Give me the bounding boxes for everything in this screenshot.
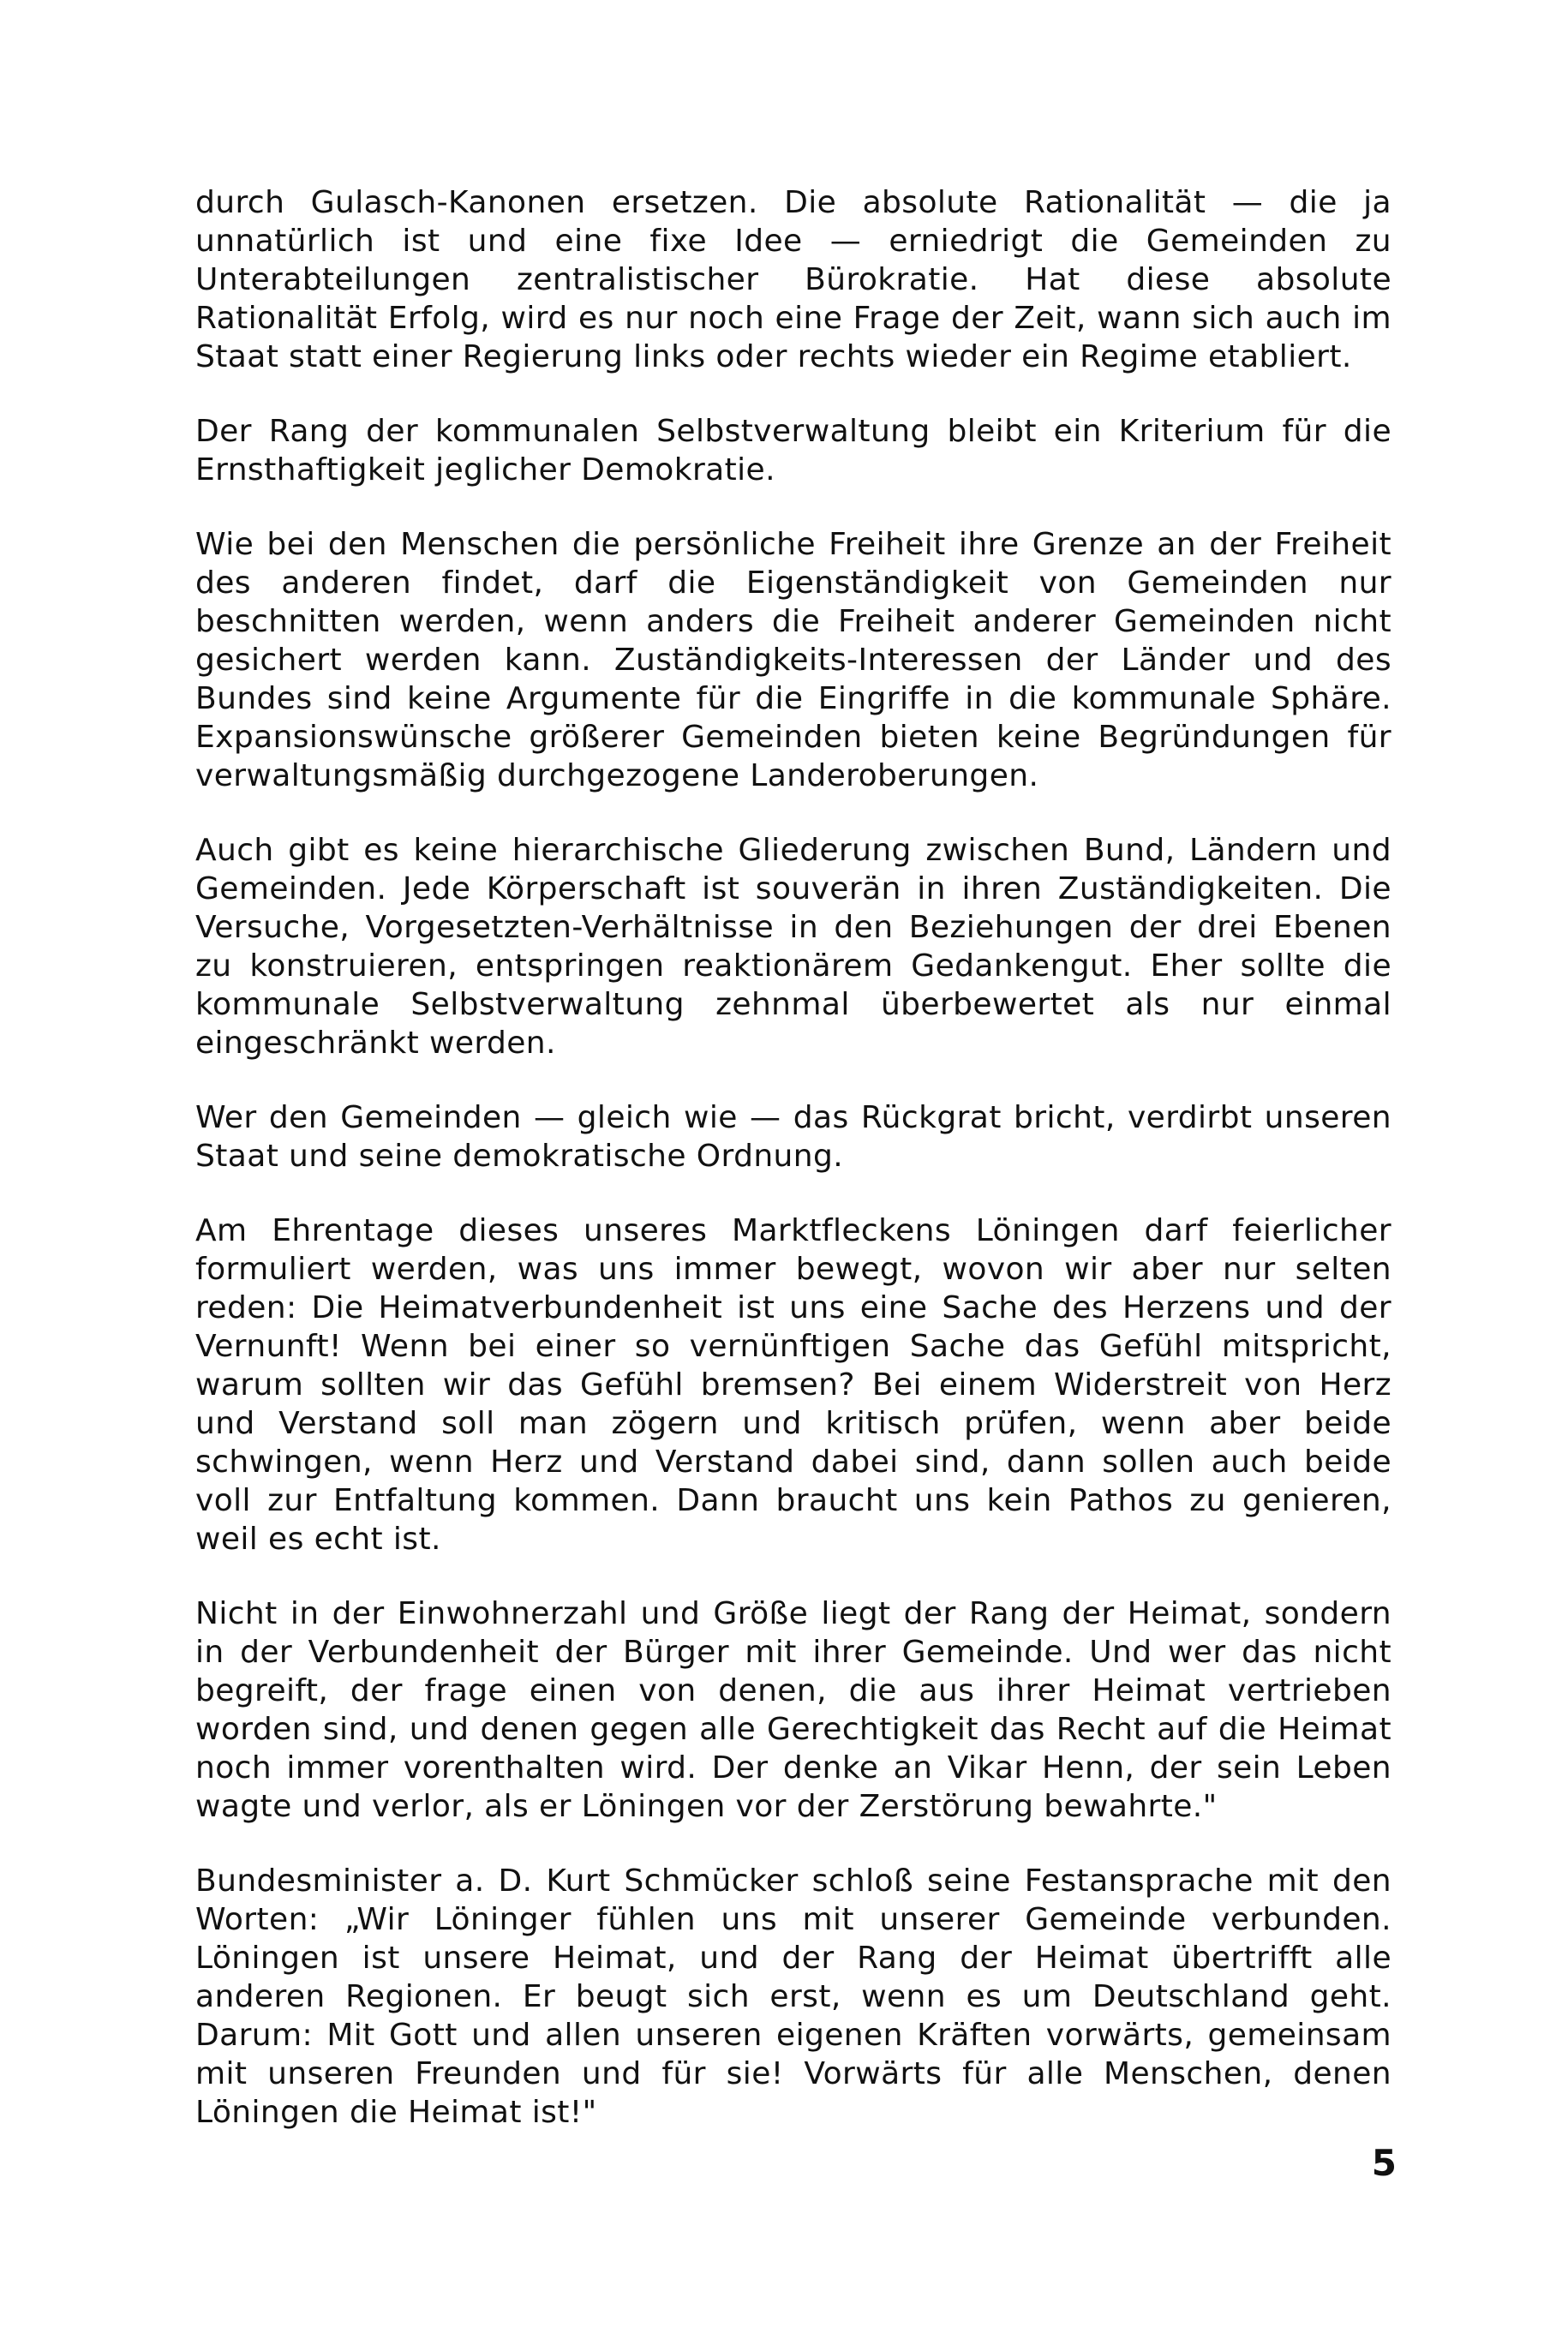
paragraph-1: durch Gulasch-Kanonen ersetzen. Die absolute Rationalität — die ja unnatürlich ist und eine fixe Idee — erniedrigt die Gemeinden zu Unterabteilungen zentralistischer Bürokratie. Hat diese absolute Rationalität Erfolg, wird es nur noch eine Frage der Zeit, wann sich auch im Staat statt einer Regierung links oder rechts wieder ein Regime etabliert. — [195, 185, 1391, 374]
paragraph-4: Auch gibt es keine hierarchische Gliederung zwischen Bund, Ländern und Gemeinden. Jede Körperschaft ist souverän in ihren Zuständigkeiten. Die Versuche, Vorgesetzten-Verhältnisse in den Beziehungen der drei Ebenen zu konstruieren, entspringen reaktionärem Gedankengut. Eher sollte die kommunale Selbstverwaltung zehnmal überbewertet als nur einmal eingeschränkt werden. — [195, 833, 1391, 1061]
paragraph-3: Wie bei den Menschen die persönliche Freiheit ihre Grenze an der Freiheit des anderen findet, darf die Eigenständigkeit von Gemeinden nur beschnitten werden, wenn anders die Freiheit anderer Gemeinden nicht gesichert werden kann. Zuständigkeits-Interessen der Länder und des Bundes sind keine Argumente für die Eingriffe in die kommunale Sphäre. Expansionswünsche größerer Gemeinden bieten keine Begründungen für verwaltungsmäßig durchgezogene Landeroberungen. — [195, 527, 1391, 793]
paragraph-5: Wer den Gemeinden — gleich wie — das Rückgrat bricht, verdirbt unseren Staat und seine demokratische Ordnung. — [195, 1100, 1391, 1174]
paragraph-2: Der Rang der kommunalen Selbstverwaltung bleibt ein Kriterium für die Ernsthaftigkeit jeglicher Demokratie. — [195, 414, 1391, 488]
page-number: 5 — [1371, 2142, 1397, 2184]
paragraph-6: Am Ehrentage dieses unseres Marktfleckens Löningen darf feierlicher formuliert werden, was uns immer bewegt, wovon wir aber nur selten reden: Die Heimatverbundenheit ist uns eine Sache des Herzens und der Vernunft! Wenn bei einer so vernünftigen Sache das Gefühl mitspricht, warum sollten wir das Gefühl bremsen? Bei einem Widerstreit von Herz und Verstand soll man zögern und kritisch prüfen, wenn aber beide schwingen, wenn Herz und Verstand dabei sind, dann sollen auch beide voll zur Entfaltung kommen. Dann braucht uns kein Pathos zu genieren, weil es echt ist. — [195, 1213, 1391, 1557]
paragraph-7: Nicht in der Einwohnerzahl und Größe liegt der Rang der Heimat, sondern in der Verbundenheit der Bürger mit ihrer Gemeinde. Und wer das nicht begreift, der frage einen von denen, die aus ihrer Heimat vertrieben worden sind, und denen gegen alle Gerechtigkeit das Recht auf die Heimat noch immer vorenthalten wird. Der denke an Vikar Henn, der sein Leben wagte und verlor, als er Löningen vor der Zerstörung bewahrte." — [195, 1596, 1391, 1824]
paragraph-8: Bundesminister a. D. Kurt Schmücker schloß seine Festansprache mit den Worten: „Wir Löninger fühlen uns mit unserer Gemeinde verbunden. Löningen ist unsere Heimat, und der Rang der Heimat übertrifft alle anderen Regionen. Er beugt sich erst, wenn es um Deutschland geht. Darum: Mit Gott und allen unseren eigenen Kräften vorwärts, gemeinsam mit unseren Freunden und für sie! Vorwärts für alle Menschen, denen Löningen die Heimat ist!" — [195, 1863, 1391, 2130]
body-text — [195, 183, 1391, 2168]
